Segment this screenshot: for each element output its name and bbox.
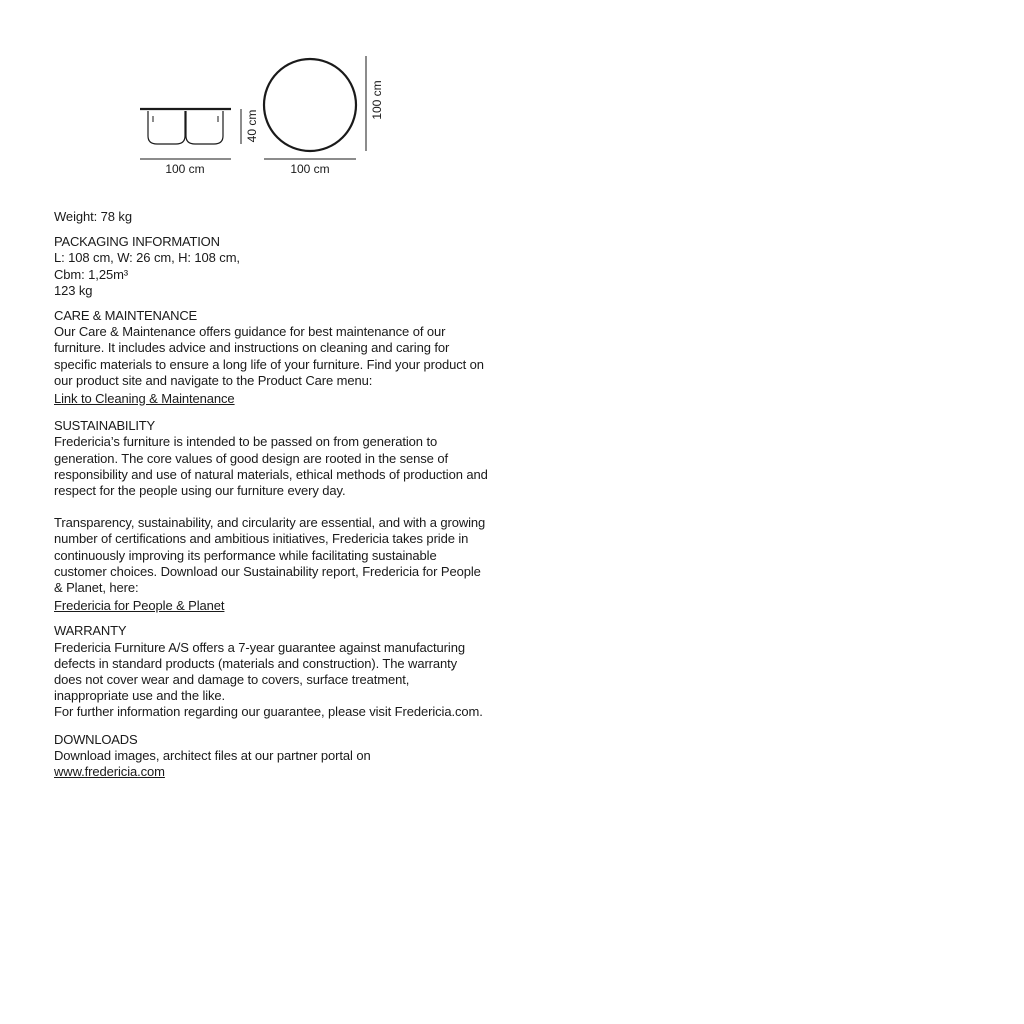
sustainability-line: generation. The core values of good design are rooted in the sense of [54, 450, 448, 466]
sustainability-heading: SUSTAINABILITY [54, 418, 155, 434]
people-planet-link[interactable]: Fredericia for People & Planet [54, 598, 225, 614]
warranty-line: Fredericia Furniture A/S offers a 7-year guarantee against manufacturing [54, 639, 465, 655]
downloads-text [54, 748, 524, 764]
packaging-line: L: 108 cm, W: 26 cm, H: 108 cm, [54, 250, 240, 266]
care-heading: CARE & MAINTENANCE [54, 308, 198, 324]
care-text [54, 324, 524, 389]
weight-text: Weight: 78 kg [54, 209, 132, 224]
care-line: Our Care & Maintenance offers guidance for best maintenance of our [54, 324, 446, 340]
top-width-label: 100 cm [290, 162, 330, 176]
sustainability-line: & Planet, here: [54, 580, 139, 596]
care-maintenance-link[interactable]: Link to Cleaning & Maintenance [54, 391, 235, 407]
warranty-text [54, 640, 524, 721]
warranty-line: inappropriate use and the like. [54, 688, 226, 704]
sustainability-line: Fredericia’s furniture is intended to be passed on from generation to [54, 434, 438, 450]
fredericia-website-link[interactable]: www.fredericia.com [54, 764, 165, 780]
packaging-section [54, 234, 524, 299]
warranty-line: For further information regarding our guarantee, please visit Fredericia.com. [54, 704, 483, 720]
side-view [140, 109, 241, 159]
packaging-line: Cbm: 1,25m³ [54, 266, 129, 282]
sustainability-line: respect for the people using our furniture every day. [54, 483, 346, 499]
care-line: specific materials to ensure a long life of your furniture. Find your product on [54, 356, 484, 372]
sustainability-line: Transparency, sustainability, and circularity are essential, and with a growing [54, 515, 486, 531]
sustainability-line: continuously improving its performance while facilitating sustainable [54, 547, 437, 563]
downloads-section [54, 732, 524, 781]
packaging-text [54, 250, 524, 299]
warranty-line: does not cover wear and damage to covers, surface treatment, [54, 672, 410, 688]
warranty-heading: WARRANTY [54, 623, 127, 639]
care-section [54, 308, 524, 407]
sustainability-section [54, 418, 524, 614]
side-view-base-right [186, 111, 223, 144]
dimension-drawing-svg [130, 48, 390, 188]
downloads-heading: DOWNLOADS [54, 731, 138, 747]
top-depth-label: 100 cm [370, 80, 384, 120]
side-view-base-left [148, 111, 185, 144]
care-line: our product site and navigate to the Product Care menu: [54, 372, 373, 388]
downloads-line: Download images, architect files at our partner portal on [54, 747, 371, 763]
sustainability-line: customer choices. Download our Sustainability report, Fredericia for People [54, 563, 481, 579]
product-info [54, 209, 524, 780]
sustainability-paragraph-1 [54, 434, 524, 499]
warranty-section [54, 623, 524, 720]
sustainability-line: number of certifications and ambitious initiatives, Fredericia takes pride in [54, 531, 469, 547]
sustainability-line: responsibility and use of natural materials, ethical methods of production and [54, 466, 488, 482]
sustainability-paragraph-2 [54, 515, 524, 596]
side-height-label: 40 cm [245, 109, 259, 143]
dimension-drawing [130, 48, 390, 188]
care-line: furniture. It includes advice and instructions on cleaning and caring for [54, 340, 450, 356]
packaging-line: 123 kg [54, 282, 93, 298]
warranty-line: defects in standard products (materials and construction). The warranty [54, 655, 458, 671]
top-view [264, 56, 366, 159]
packaging-heading: PACKAGING INFORMATION [54, 234, 220, 250]
top-view-circle [264, 59, 356, 151]
side-width-label: 100 cm [165, 162, 205, 176]
